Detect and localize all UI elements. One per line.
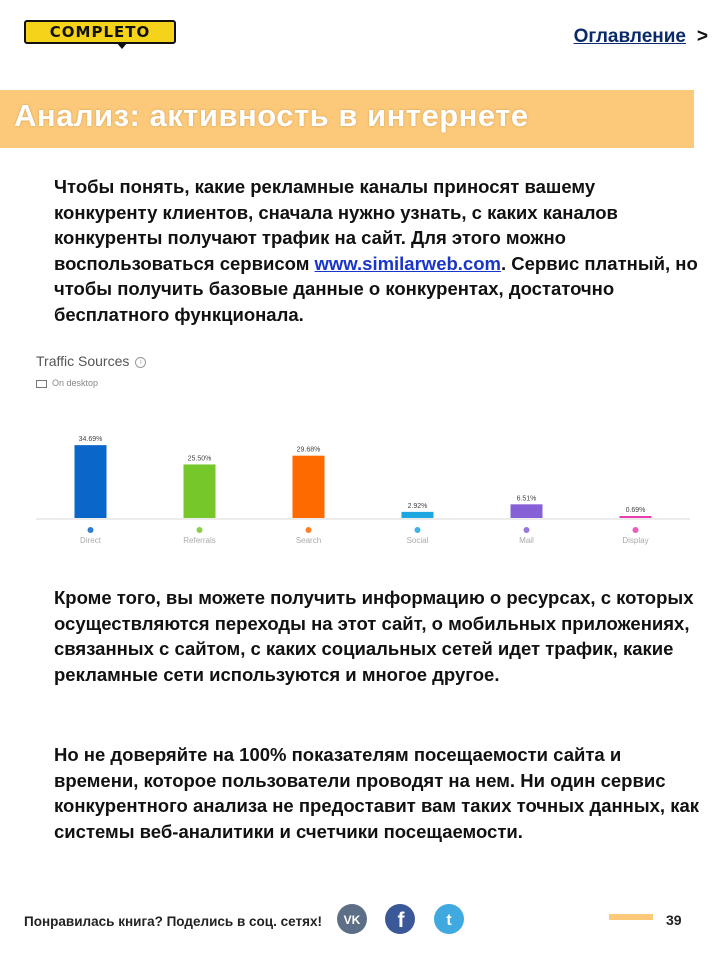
twitter-label: t bbox=[446, 912, 452, 929]
page-title: Анализ: активность в интернете bbox=[14, 98, 529, 133]
logo-text: COMPLETO bbox=[49, 23, 151, 41]
completo-logo bbox=[24, 20, 178, 48]
category-label: Referrals bbox=[183, 536, 216, 545]
vk-button[interactable] bbox=[337, 904, 367, 934]
chevron-right-icon[interactable]: > bbox=[696, 26, 708, 47]
category-label: Social bbox=[406, 536, 429, 545]
intro-paragraph bbox=[54, 174, 700, 327]
monitor-icon bbox=[36, 380, 47, 388]
bar-value-label: 6.51% bbox=[516, 495, 537, 503]
bar-social bbox=[402, 512, 434, 518]
logo-tail bbox=[116, 42, 128, 49]
info-icon[interactable]: i bbox=[135, 357, 146, 368]
accuracy-paragraph: Но не доверяйте на 100% показателям посещаемости сайта и времени, которое пользователи проводят на нем. Ни один сервис конкурентного анализа не предоставит вам таких точных данных, как системы веб-аналитики и счетчики посещаемости. bbox=[54, 744, 700, 842]
facebook-label: f bbox=[397, 909, 405, 932]
bar-mail bbox=[511, 504, 543, 518]
facebook-button[interactable] bbox=[385, 904, 415, 934]
intro-text-after: . Сервис платный, но чтобы получить базовые данные о конкурентах, достаточно бесплатного функционала. bbox=[54, 252, 698, 325]
category-label: Mail bbox=[519, 536, 534, 545]
category-label: Direct bbox=[80, 536, 101, 545]
resources-paragraph: Кроме того, вы можете получить информацию о ресурсах, с которых осуществляются переходы на этот сайт, о мобильных приложениях, связанных с сайтом, с каких социальных сетей идет трафик, какие рекламные сети используются и многое другое. bbox=[54, 587, 694, 685]
title-band bbox=[0, 90, 694, 148]
bar-display bbox=[620, 516, 652, 518]
mail-icon bbox=[524, 527, 530, 533]
referrals-icon bbox=[197, 527, 203, 533]
chart-subtitle bbox=[36, 378, 98, 388]
logo-plate bbox=[24, 20, 176, 44]
bar-referrals bbox=[184, 464, 216, 518]
chart-title-text: Traffic Sources bbox=[36, 353, 130, 369]
intro-text-before: Чтобы понять, какие рекламные каналы приносят вашему конкуренту клиентов, сначала нужно узнать, с каких каналов конкуренты получают трафик на сайт. Для этого можно воспользоваться сервисом bbox=[54, 176, 618, 274]
direct-icon bbox=[88, 527, 94, 533]
bar-value-label: 34.69% bbox=[78, 436, 103, 444]
page-accent-bar bbox=[609, 914, 653, 920]
category-label: Search bbox=[295, 536, 322, 545]
display-icon bbox=[633, 527, 639, 533]
bar-search bbox=[293, 456, 325, 518]
search-icon bbox=[306, 527, 312, 533]
toc-nav bbox=[573, 26, 708, 48]
chart-title bbox=[36, 353, 146, 369]
social-icon bbox=[415, 527, 421, 533]
share-text: Понравилась книга? Поделись в соц. сетях! bbox=[24, 913, 322, 929]
toc-link[interactable]: Оглавление bbox=[573, 26, 686, 47]
twitter-button[interactable] bbox=[434, 904, 464, 934]
bar-direct bbox=[75, 445, 107, 518]
bar-value-label: 25.50% bbox=[187, 455, 212, 463]
chart-subtitle-text: On desktop bbox=[52, 378, 99, 388]
bar-value-label: 2.92% bbox=[407, 502, 428, 510]
bar-value-label: 29.68% bbox=[296, 446, 321, 454]
bar-value-label: 0.69% bbox=[625, 507, 646, 514]
vk-label: VK bbox=[343, 913, 361, 927]
category-label: Display bbox=[622, 536, 649, 545]
page-number: 39 bbox=[666, 912, 682, 928]
similarweb-link[interactable]: www.similarweb.com bbox=[314, 252, 501, 274]
